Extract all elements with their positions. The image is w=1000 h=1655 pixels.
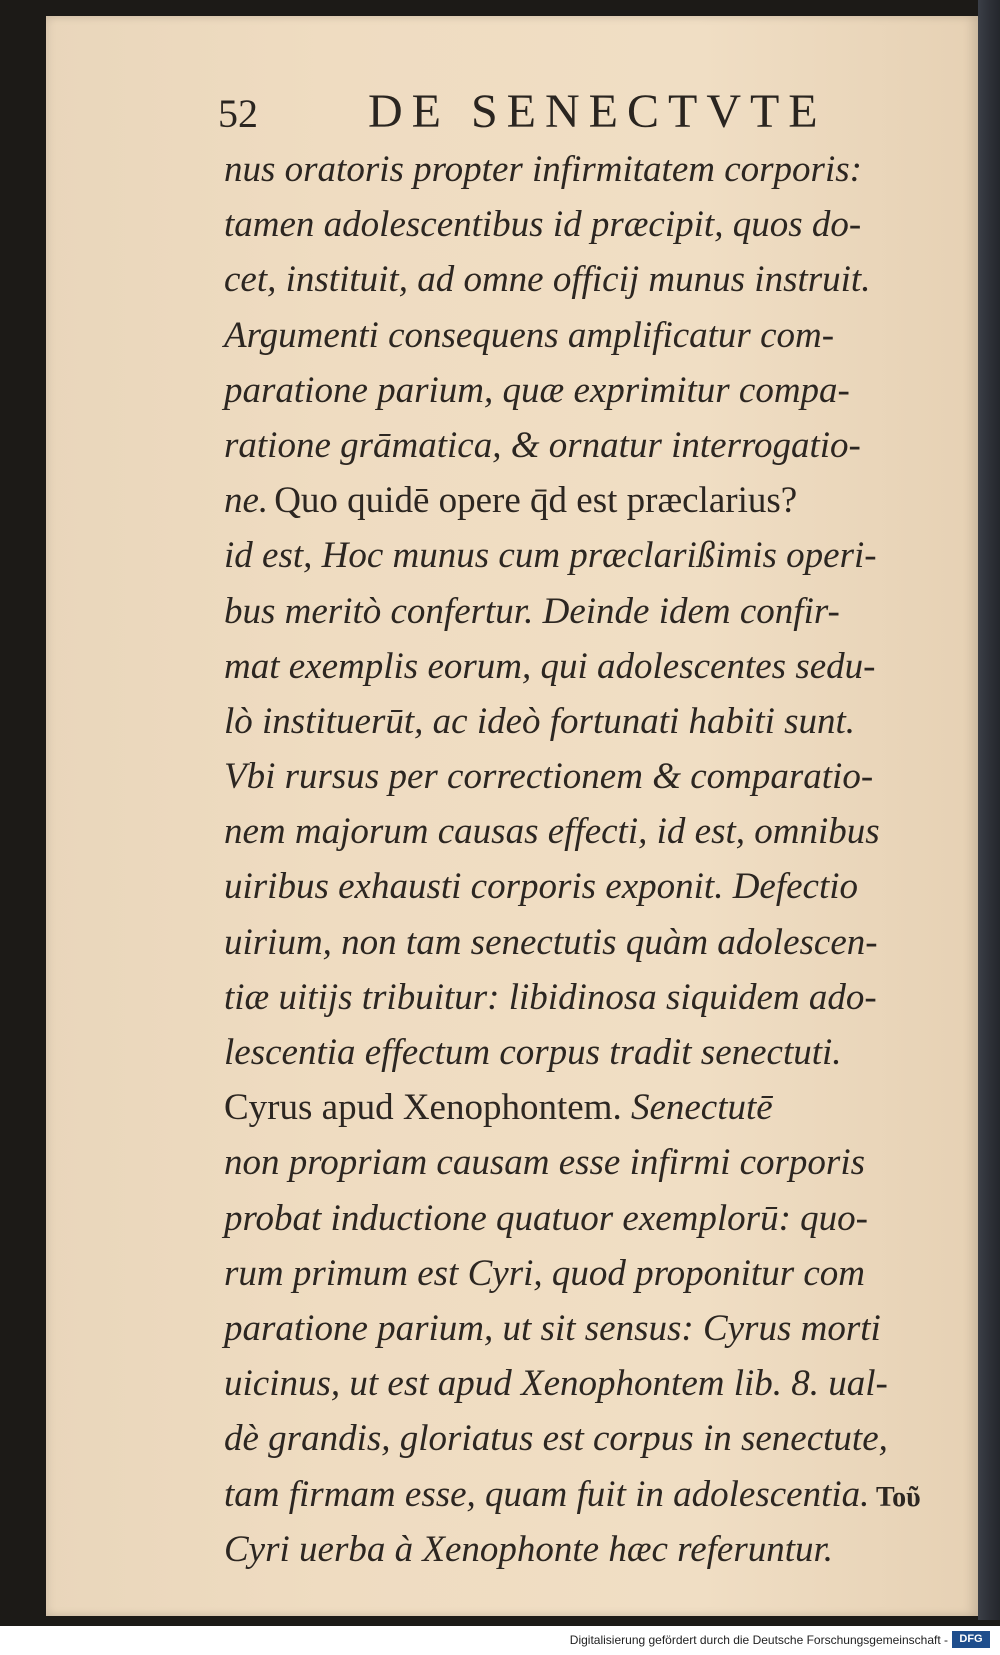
text-line-main: uiribus exhausti corporis exponit. Defectio xyxy=(224,866,859,908)
catchword: Τοῦ xyxy=(876,1482,921,1513)
text-line xyxy=(224,1246,944,1301)
book-binding-edge xyxy=(978,0,1000,1620)
text-line-main: ratione grāmatica, & ornatur interrogatio- xyxy=(224,424,861,466)
text-line xyxy=(224,1025,944,1080)
text-line-main: rum primum est Cyri, quod proponitur com xyxy=(224,1252,865,1294)
text-line xyxy=(224,859,944,914)
text-line-main: tam firmam esse, quam fuit in adolescentia. xyxy=(224,1473,870,1515)
dfg-logo: DFG xyxy=(952,1631,990,1648)
page-number: 52 xyxy=(218,91,258,136)
text-line-main: id est, Hoc munus cum præclarißimis operi- xyxy=(224,535,877,577)
text-line-main: tamen adolescentibus id præcipit, quos do- xyxy=(224,204,862,246)
text-line-main: tiæ uitijs tribuitur: libidinosa siquidem ado- xyxy=(224,976,877,1018)
text-line-main: paratione parium, ut sit sensus: Cyrus morti xyxy=(224,1307,881,1349)
text-line-main: lescentia effectum corpus tradit senectuti. xyxy=(224,1032,842,1073)
text-line-main: Argumenti consequens amplificatur com- xyxy=(224,314,835,356)
footer-bar xyxy=(0,1626,1000,1655)
text-line xyxy=(224,694,944,749)
text-line xyxy=(224,1356,944,1411)
text-line xyxy=(224,473,944,528)
text-line xyxy=(224,915,944,970)
text-line-main: non propriam causam esse infirmi corporis xyxy=(224,1142,865,1184)
text-line-main: Cyri uerba à Xenophonte hæc referuntur. xyxy=(224,1528,834,1570)
text-line-main: nus oratoris propter infirmitatem corporis: xyxy=(224,149,862,190)
text-line xyxy=(224,1411,944,1466)
funding-credit: Digitalisierung gefördert durch die Deutsche Forschungsgemeinschaft - xyxy=(569,1633,948,1647)
text-line xyxy=(224,528,944,583)
text-line xyxy=(224,308,944,363)
text-line-main: dè grandis, gloriatus est corpus in senectute, xyxy=(224,1418,888,1460)
text-line xyxy=(224,970,944,1025)
text-line xyxy=(224,142,944,197)
text-line xyxy=(224,1301,944,1356)
text-line xyxy=(224,363,944,418)
text-line xyxy=(224,197,944,252)
text-block xyxy=(224,142,944,1577)
text-line-main: Vbi rursus per correctionem & comparatio- xyxy=(224,756,874,798)
running-title: DE SENECTVTE xyxy=(368,85,827,138)
text-line-main: uicinus, ut est apud Xenophontem lib. 8. ual- xyxy=(224,1363,888,1405)
text-line xyxy=(224,1135,944,1190)
text-line-main: cet, instituit, ad omne officij munus instruit. xyxy=(224,259,871,301)
text-line-italic-tail: Senectutē xyxy=(621,1087,773,1129)
text-line xyxy=(224,804,944,859)
text-line-main: uirium, non tam senectutis quàm adolescen- xyxy=(224,921,878,963)
text-line xyxy=(224,639,944,694)
text-line xyxy=(224,1522,944,1577)
text-line-roman-tail: Quo quidē opere q̄d est præclarius? xyxy=(274,480,798,522)
text-line xyxy=(224,418,944,473)
text-line xyxy=(224,252,944,307)
text-line-main: nem majorum causas effecti, id est, omnibus xyxy=(224,811,880,853)
text-line-main: mat exemplis eorum, qui adolescentes sedu- xyxy=(224,645,876,687)
text-line xyxy=(224,749,944,804)
text-line-main: Cyrus apud Xenophontem. xyxy=(224,1087,622,1129)
text-line-main: lò instituerūt, ac ideò fortunati habiti sunt. xyxy=(224,700,856,742)
text-line-main: probat inductione quatuor exemplorū: quo- xyxy=(224,1197,868,1239)
text-line-main: bus meritò confertur. Deinde idem confir- xyxy=(224,590,840,632)
text-line xyxy=(224,584,944,639)
text-line xyxy=(224,1467,944,1522)
text-line-main: ne. xyxy=(224,480,269,522)
text-line xyxy=(224,1080,944,1135)
text-line-main: paratione parium, quæ exprimitur compa- xyxy=(224,369,850,411)
text-line xyxy=(224,1191,944,1246)
running-head xyxy=(218,84,878,144)
